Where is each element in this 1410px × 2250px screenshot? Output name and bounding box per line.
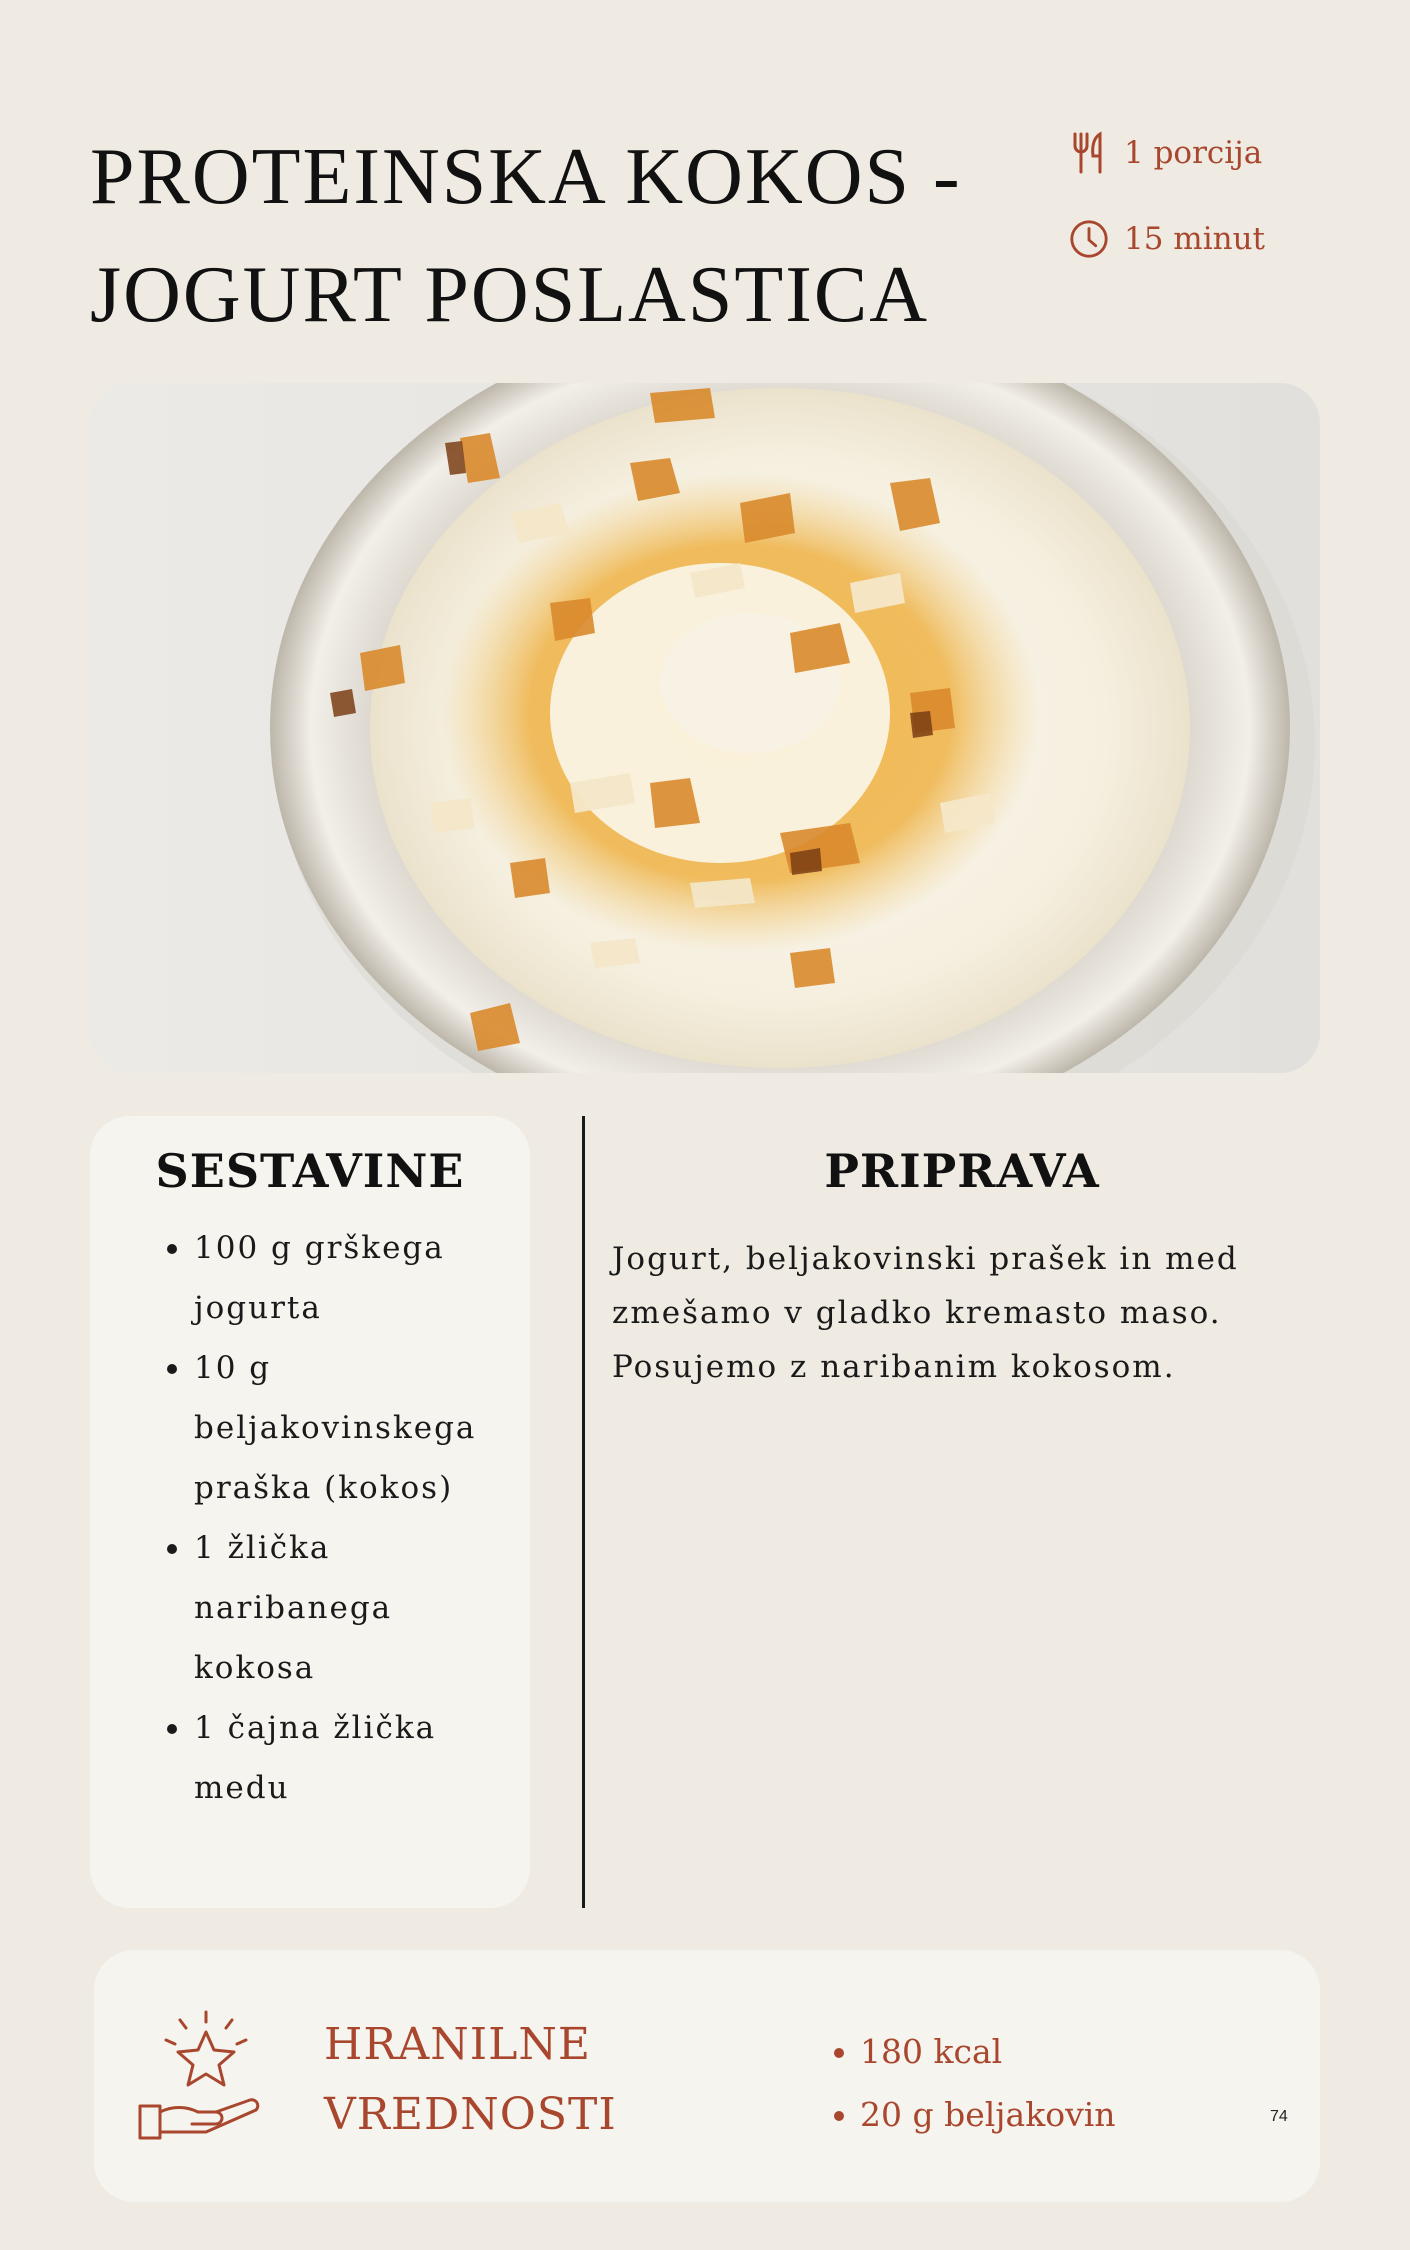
nutrition-title-line-1: HRANILNE bbox=[324, 2019, 591, 2070]
nutrition-item: 20 g beljakovin bbox=[860, 2083, 1116, 2146]
nutrition-list bbox=[860, 2020, 1116, 2146]
ingredient-item: 1 čajna žlička medu bbox=[194, 1698, 514, 1818]
yogurt-bowl-photo bbox=[90, 383, 1320, 1073]
preparation-text: Jogurt, beljakovinski prašek in med zmešamo v gladko kremasto maso. Posujemo z naribanim kokosom. bbox=[612, 1241, 1239, 1385]
title-line-2: JOGURT POSLASTICA bbox=[90, 251, 929, 339]
title-line-1: PROTEINSKA KOKOS - bbox=[90, 133, 962, 221]
ingredients-list bbox=[194, 1218, 514, 1818]
preparation-title: PRIPRAVA bbox=[824, 1144, 1100, 1198]
nutrition-title bbox=[324, 2010, 617, 2150]
time-text: 15 minut bbox=[1124, 221, 1265, 257]
nutrition-item: 180 kcal bbox=[860, 2020, 1116, 2083]
ingredients-card bbox=[90, 1116, 530, 1908]
ingredients-title: SESTAVINE bbox=[155, 1144, 465, 1198]
recipe-meta bbox=[1068, 130, 1265, 302]
preparation-section bbox=[612, 1116, 1312, 1394]
nutrition-card bbox=[94, 1950, 1320, 2202]
fork-knife-icon bbox=[1068, 131, 1110, 175]
time-row bbox=[1068, 216, 1265, 262]
servings-text: 1 porcija bbox=[1124, 135, 1263, 171]
nutrition-title-line-2: VREDNOSTI bbox=[324, 2089, 617, 2140]
recipe-title bbox=[90, 118, 1030, 354]
ingredient-item: 100 g grškega jogurta bbox=[194, 1218, 514, 1338]
column-divider bbox=[582, 1116, 585, 1908]
clock-icon bbox=[1068, 217, 1110, 261]
page-number: 74 bbox=[1270, 2108, 1288, 2125]
ingredient-item: 1 žlička naribanega kokosa bbox=[194, 1518, 514, 1698]
star-hand-icon bbox=[136, 2010, 276, 2150]
ingredient-item: 10 g beljakovinskega praška (kokos) bbox=[194, 1338, 514, 1518]
servings-row bbox=[1068, 130, 1265, 176]
